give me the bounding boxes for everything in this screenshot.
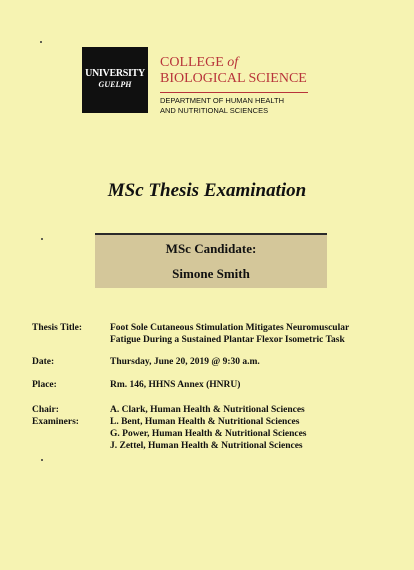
college-name xyxy=(160,55,307,87)
committee-member: G. Power, Human Health & Nutritional Sciences xyxy=(110,429,307,439)
logo-text-line2: GUELPH xyxy=(98,80,132,89)
university-logo xyxy=(82,47,148,113)
thesis-title-value xyxy=(110,322,380,346)
date-label: Date: xyxy=(32,357,55,367)
speck xyxy=(40,41,42,43)
department-line1: DEPARTMENT OF HUMAN HEALTH xyxy=(160,96,285,105)
committee-member: L. Bent, Human Health & Nutritional Sciences xyxy=(110,417,300,427)
committee-members xyxy=(110,404,380,452)
college-word: COLLEGE xyxy=(160,55,224,70)
candidate-label: MSc Candidate: xyxy=(165,241,257,256)
committee-labels xyxy=(32,404,110,428)
page-title: MSc Thesis Examination xyxy=(107,180,307,201)
department-line2: AND NUTRITIONAL SCIENCES xyxy=(160,106,269,115)
speck xyxy=(41,459,43,461)
department-name xyxy=(160,96,340,116)
place-label: Place: xyxy=(32,380,57,390)
speck xyxy=(41,238,43,240)
committee-member: J. Zettel, Human Health & Nutritional Sciences xyxy=(110,441,303,451)
thesis-title-line2: Fatigue During a Sustained Plantar Flexor Isometric Task xyxy=(110,335,345,345)
place-value: Rm. 146, HHNS Annex (HNRU) xyxy=(110,380,241,390)
candidate-name: Simone Smith xyxy=(172,266,250,281)
chair-label: Chair: xyxy=(32,405,59,415)
header-divider xyxy=(160,92,308,93)
logo-text-line1: UNIVERSITY xyxy=(85,68,145,79)
examiners-label: Examiners: xyxy=(32,417,79,427)
college-of: of xyxy=(227,55,239,70)
date-value: Thursday, June 20, 2019 @ 9:30 a.m. xyxy=(110,357,260,367)
candidate-box xyxy=(95,233,327,288)
thesis-title-line1: Foot Sole Cutaneous Stimulation Mitigates Neuromuscular xyxy=(110,323,350,333)
thesis-title-label: Thesis Title: xyxy=(32,323,83,333)
committee-member: A. Clark, Human Health & Nutritional Sciences xyxy=(110,405,305,415)
college-line2: BIOLOGICAL SCIENCE xyxy=(160,71,307,86)
